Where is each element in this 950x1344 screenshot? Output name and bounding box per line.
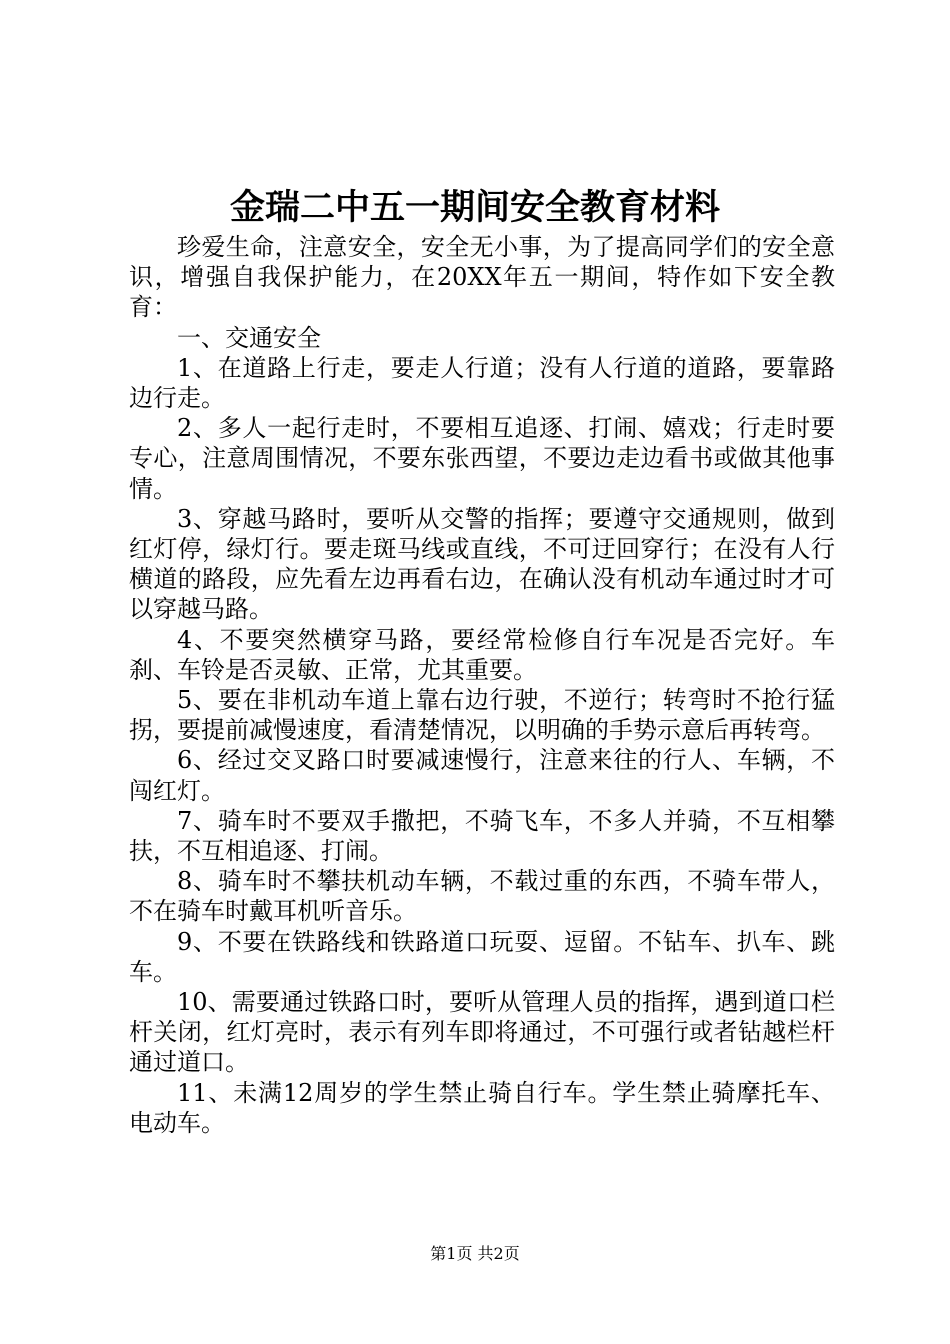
document-title: 金瑞二中五一期间安全教育材料 — [229, 187, 720, 228]
paragraph-item-1: 1、在道路上行走，要走人行道；没有人行道的道路，要靠路边行走。 — [129, 353, 835, 413]
paragraph-item-5: 5、要在非机动车道上靠右边行驶，不逆行；转弯时不抢行猛拐，要提前减慢速度，看清楚情况，以明确的手势示意后再转弯。 — [129, 686, 835, 745]
section-heading-traffic-safety: 一、交通安全 — [177, 323, 321, 352]
paragraph-item-3: 3、穿越马路时，要听从交警的指挥；要遵守交通规则，做到红灯停，绿灯行。要走斑马线或直线，不可迂回穿行；在没有人行横道的路段，应先看左边再看右边，在确认没有机动车通过时才可以穿越马路。 — [129, 504, 835, 624]
paragraph-item-11: 11、未满12周岁的学生禁止骑自行车。学生禁止骑摩托车、电动车。 — [129, 1078, 835, 1137]
paragraph-intro: 珍爱生命，注意安全，安全无小事，为了提高同学们的安全意识，增强自我保护能力，在20XX年五一期间，特作如下安全教育： — [129, 233, 835, 322]
document-body — [129, 232, 835, 1138]
paragraph-item-7: 7、骑车时不要双手撒把，不骑飞车，不多人并骑，不互相攀扶，不互相追逐、打闹。 — [129, 806, 835, 866]
paragraph-item-4: 4、不要突然横穿马路，要经常检修自行车况是否完好。车刹、车铃是否灵敏、正常，尤其重要。 — [129, 625, 835, 684]
paragraph-item-2: 2、多人一起行走时，不要相互追逐、打闹、嬉戏；行走时要专心，注意周围情况，不要东张西望，不要边走边看书或做其他事情。 — [129, 414, 835, 503]
page-number-footer: 第1页 共2页 — [430, 1244, 520, 1263]
paragraph-item-6: 6、经过交叉路口时要减速慢行，注意来往的行人、车辆，不闯红灯。 — [129, 746, 835, 805]
paragraph-item-10: 10、需要通过铁路口时，要听从管理人员的指挥，遇到道口栏杆关闭，红灯亮时，表示有列车即将通过，不可强行或者钻越栏杆通过道口。 — [129, 988, 835, 1077]
paragraph-item-9: 9、不要在铁路线和铁路道口玩耍、逗留。不钻车、扒车、跳车。 — [129, 927, 835, 986]
paragraph-item-8: 8、骑车时不攀扶机动车辆，不载过重的东西，不骑车带人，不在骑车时戴耳机听音乐。 — [129, 867, 835, 926]
